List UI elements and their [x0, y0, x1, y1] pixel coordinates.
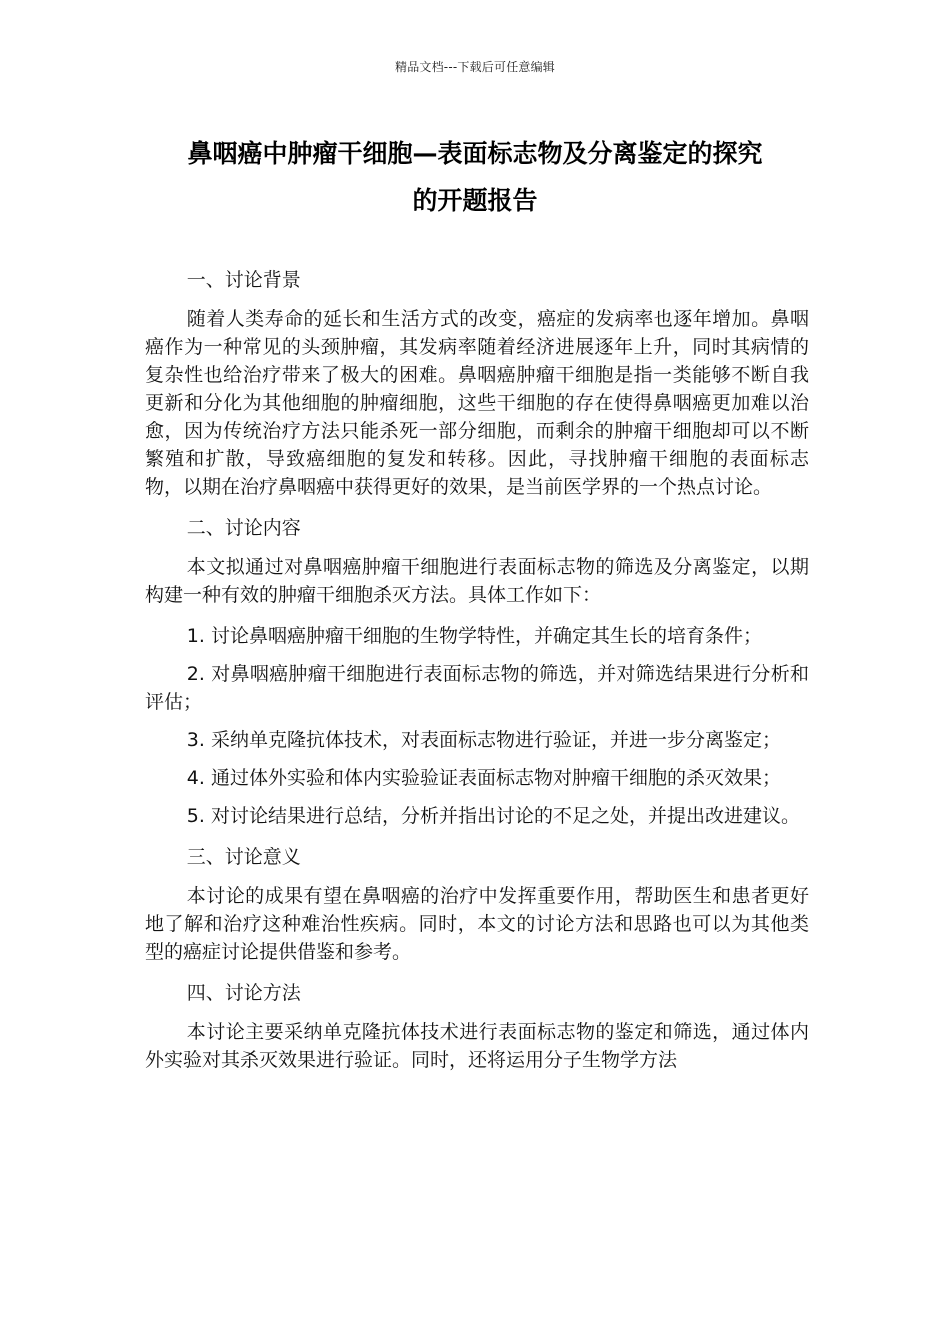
list-item: 2. 对鼻咽癌肿瘤干细胞进行表面标志物的筛选，并对筛选结果进行分析和评估；	[145, 663, 809, 713]
header-note: 精品文档---下载后可任意编辑	[395, 60, 555, 74]
list-item: 1. 讨论鼻咽癌肿瘤干细胞的生物学特性，并确定其生长的培育条件；	[186, 625, 762, 647]
title-line-1: 鼻咽癌中肿瘤干细胞—表面标志物及分离鉴定的探究	[187, 139, 763, 168]
document-title	[130, 130, 820, 224]
section-heading-significance: 三、讨论意义	[186, 846, 301, 868]
section-heading-background: 一、讨论背景	[186, 269, 301, 291]
document-body	[145, 266, 809, 1087]
paragraph-method: 本讨论主要采纳单克隆抗体技术进行表面标志物的鉴定和筛选，通过体内外实验对其杀灭效果进行验证。同时，还将运用分子生物学方法	[145, 1021, 809, 1071]
section-heading-method: 四、讨论方法	[186, 982, 301, 1004]
paragraph-content: 本文拟通过对鼻咽癌肿瘤干细胞进行表面标志物的筛选及分离鉴定，以期构建一种有效的肿瘤干细胞杀灭方法。具体工作如下：	[145, 556, 809, 606]
paragraph-significance: 本讨论的成果有望在鼻咽癌的治疗中发挥重要作用，帮助医生和患者更好地了解和治疗这种难治性疾病。同时，本文的讨论方法和思路也可以为其他类型的癌症讨论提供借鉴和参考。	[145, 885, 809, 963]
list-item: 4. 通过体外实验和体内实验验证表面标志物对肿瘤干细胞的杀灭效果；	[186, 767, 781, 789]
title-line-2: 的开题报告	[412, 186, 538, 215]
list-item: 5. 对讨论结果进行总结，分析并指出讨论的不足之处，并提出改进建议。	[186, 805, 800, 827]
section-heading-content: 二、讨论内容	[186, 517, 301, 539]
list-item: 3. 采纳单克隆抗体技术，对表面标志物进行验证，并进一步分离鉴定；	[186, 729, 781, 751]
paragraph-background: 随着人类寿命的延长和生活方式的改变，癌症的发病率也逐年增加。鼻咽癌作为一种常见的头颈肿瘤，其发病率随着经济进展逐年上升，同时其病情的复杂性也给治疗带来了极大的困难。鼻咽癌肿瘤干细胞是指一类能够不断自我更新和分化为其他细胞的肿瘤细胞，这些干细胞的存在使得鼻咽癌更加难以治愈，因为传统治疗方法只能杀死一部分细胞，而剩余的肿瘤干细胞却可以不断繁殖和扩散，导致癌细胞的复发和转移。因此，寻找肿瘤干细胞的表面标志物，以期在治疗鼻咽癌中获得更好的效果，是当前医学界的一个热点讨论。	[145, 308, 809, 498]
